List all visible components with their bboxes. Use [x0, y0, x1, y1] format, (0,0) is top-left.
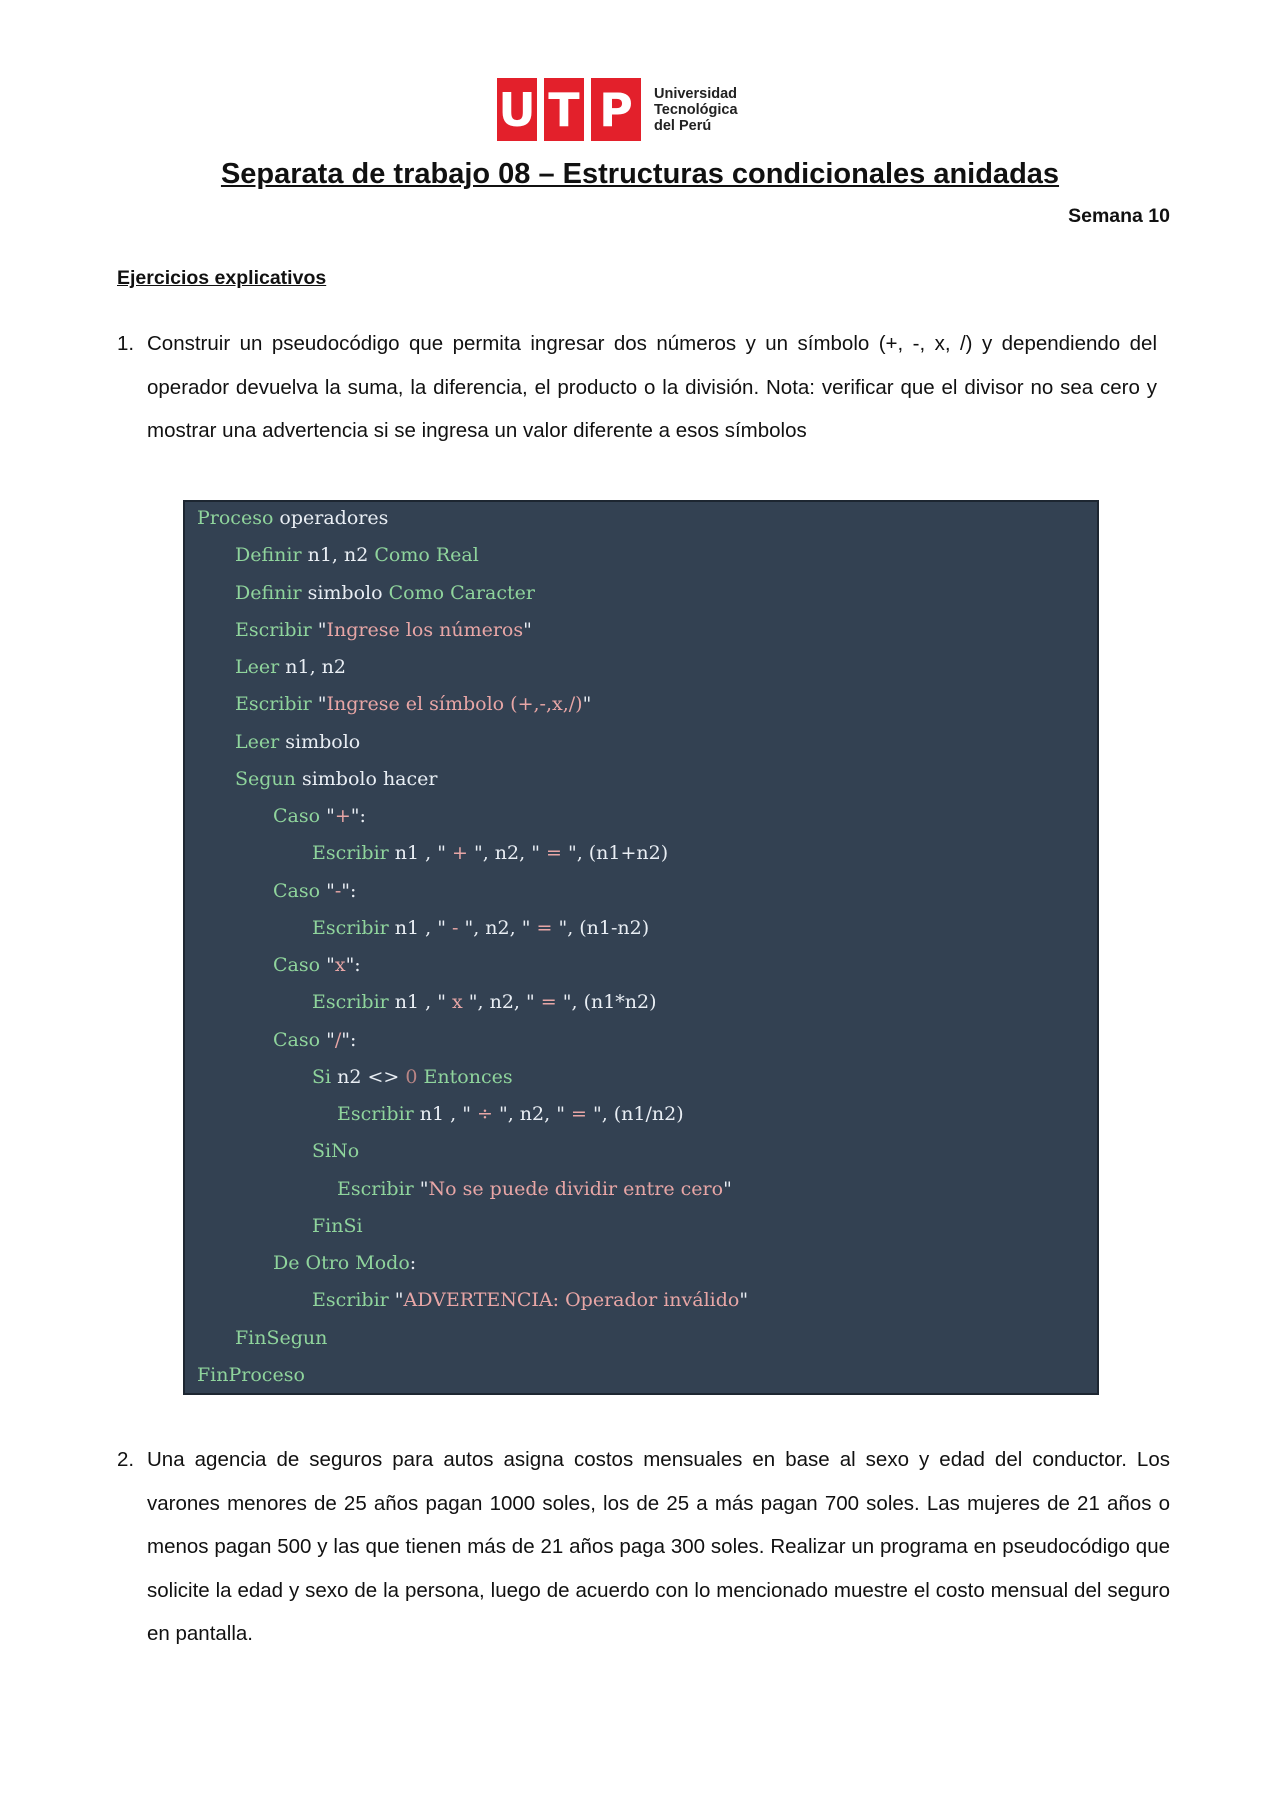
- code-keyword: Leer: [235, 656, 280, 678]
- code-string: x: [445, 991, 469, 1014]
- code-text: n1 , ": [413, 1103, 471, 1125]
- code-line: [273, 1024, 356, 1056]
- code-line: [235, 763, 437, 795]
- logo-line-1: Universidad: [654, 85, 737, 102]
- code-text: ", n2, ": [468, 991, 535, 1014]
- document-title: Separata de trabajo 08 – Estructuras condicionales anidadas: [220, 158, 1060, 190]
- code-keyword: De Otro Modo: [273, 1252, 410, 1274]
- code-line: [312, 1284, 748, 1316]
- code-text: n1 , ": [388, 842, 446, 865]
- code-text: ": [388, 1289, 404, 1312]
- code-text: ": [723, 1177, 732, 1200]
- code-string: Ingrese el símbolo (+,-,x,/): [326, 693, 583, 716]
- code-line: [273, 800, 366, 832]
- code-keyword: Caso: [273, 879, 321, 902]
- code-line: [235, 726, 360, 758]
- code-keyword: Escribir: [312, 916, 389, 939]
- logo-letter-u: U: [497, 78, 537, 141]
- code-text: operadores: [273, 507, 389, 529]
- code-line: [312, 1061, 513, 1093]
- code-line: [197, 1359, 305, 1391]
- code-string: +: [445, 842, 474, 865]
- code-keyword: Escribir: [235, 618, 312, 641]
- code-string: =: [539, 842, 568, 865]
- code-keyword: Definir: [235, 581, 302, 604]
- code-text: ":: [341, 1028, 357, 1051]
- code-line: [235, 651, 346, 683]
- code-text: n1 , ": [388, 991, 446, 1014]
- code-line: [312, 986, 657, 1018]
- code-line: [273, 875, 356, 907]
- code-line: [337, 1173, 732, 1205]
- code-keyword: Entonces: [423, 1065, 513, 1088]
- logo-text: [654, 86, 738, 134]
- code-keyword: FinProceso: [197, 1363, 305, 1386]
- code-keyword: Como Real: [374, 544, 479, 567]
- code-keyword: Segun: [235, 767, 296, 790]
- exercise-text: Construir un pseudocódigo que permita ingresar dos números y un símbolo (+, -, x, /) y dependiendo del operador devuelva la suma, la diferencia, el producto o la división. Nota: verificar que el divisor no sea cero y mostrar una advertencia si se ingresa un valor diferente a esos símbolos: [147, 332, 1157, 442]
- code-text: ":: [341, 879, 357, 902]
- code-line: [235, 577, 535, 609]
- code-keyword: Caso: [273, 1028, 321, 1051]
- code-text: n1, n2: [301, 544, 375, 567]
- code-text: 0: [405, 1065, 418, 1088]
- code-keyword: Escribir: [337, 1103, 414, 1125]
- code-text: ", n2, ": [473, 842, 540, 865]
- code-text: ": [739, 1289, 749, 1312]
- code-text: ": [320, 1028, 335, 1051]
- logo-letter-p: P: [591, 78, 641, 141]
- code-line: [235, 539, 479, 571]
- code-text: ", (n1/n2): [592, 1103, 684, 1125]
- code-text: simbolo: [279, 730, 361, 753]
- code-text: ": [320, 805, 335, 827]
- code-text: ": [582, 693, 592, 716]
- code-keyword: Escribir: [312, 1289, 389, 1312]
- exercise-1: [117, 322, 1157, 453]
- code-text: n1 , ": [388, 916, 446, 939]
- code-line: [273, 949, 361, 981]
- code-string: =: [530, 916, 559, 939]
- code-keyword: Como Caracter: [388, 581, 535, 604]
- code-keyword: Escribir: [337, 1177, 414, 1200]
- code-text: ", n2, ": [464, 916, 531, 939]
- code-keyword: Proceso: [197, 507, 274, 529]
- utp-logo: [497, 78, 738, 141]
- exercise-text: Una agencia de seguros para autos asigna costos mensuales en base al sexo y edad del conductor. Los varones menores de 25 años pagan 1000 soles, los de 25 a más pagan 700 soles. Las mujeres de 21 años o menos pagan 500 y las que tienen más de 21 años paga 300 soles. Realizar un programa en pseudocódigo que solicite la edad y sexo de la persona, luego de acuerdo con lo mencionado muestre el costo mensual del seguro en pantalla.: [147, 1448, 1170, 1645]
- section-heading: Ejercicios explicativos: [117, 267, 327, 289]
- code-string: =: [564, 1103, 593, 1125]
- code-line: [197, 502, 388, 534]
- code-text: ":: [345, 954, 361, 976]
- code-text: ": [523, 618, 532, 641]
- pseudocode-block: [183, 500, 1099, 1395]
- code-line: [235, 1322, 327, 1354]
- code-string: /: [334, 1028, 342, 1051]
- exercise-number: 2.: [117, 1448, 135, 1471]
- week-label: Semana 10: [1068, 205, 1170, 227]
- exercise-2: [117, 1438, 1170, 1656]
- code-line: [312, 912, 649, 944]
- code-string: -: [334, 879, 342, 902]
- code-text: simbolo hacer: [295, 767, 438, 790]
- code-keyword: FinSi: [312, 1214, 363, 1237]
- code-text: ", (n1-n2): [558, 916, 650, 939]
- code-string: x: [334, 954, 346, 976]
- code-line: [235, 614, 532, 646]
- logo-letter-t: T: [544, 78, 584, 141]
- code-line: [337, 1098, 684, 1130]
- code-string: ADVERTENCIA: Operador inválido: [403, 1289, 740, 1312]
- code-text: ":: [350, 805, 366, 827]
- code-line: [312, 1210, 363, 1242]
- code-line: [273, 1247, 416, 1279]
- code-keyword: SiNo: [312, 1140, 360, 1163]
- code-keyword: FinSegun: [235, 1326, 328, 1349]
- code-keyword: Caso: [273, 954, 321, 976]
- code-text: ", (n1+n2): [567, 842, 669, 865]
- code-text: ", n2, ": [498, 1103, 565, 1125]
- code-string: No se puede dividir entre cero: [428, 1177, 724, 1200]
- logo-line-3: del Perú: [654, 117, 712, 134]
- code-text: ": [413, 1177, 429, 1200]
- code-string: -: [445, 916, 465, 939]
- code-string: Ingrese los números: [326, 618, 524, 641]
- code-keyword: Caso: [273, 805, 321, 827]
- code-text: ": [320, 954, 335, 976]
- exercise-number: 1.: [117, 332, 135, 355]
- code-keyword: Definir: [235, 544, 302, 567]
- code-line: [312, 1135, 359, 1167]
- code-text: n1, n2: [279, 656, 346, 678]
- code-text: ": [311, 618, 327, 641]
- code-string: =: [534, 991, 563, 1014]
- code-line: [312, 837, 668, 869]
- code-keyword: Si: [312, 1065, 332, 1088]
- code-line: [235, 688, 591, 720]
- code-keyword: Escribir: [235, 693, 312, 716]
- code-text: n2 <>: [331, 1065, 406, 1088]
- code-text: ": [311, 693, 327, 716]
- code-text: simbolo: [301, 581, 389, 604]
- code-string: ÷: [470, 1103, 499, 1125]
- code-keyword: Escribir: [312, 842, 389, 865]
- code-keyword: Leer: [235, 730, 280, 753]
- code-text: :: [409, 1252, 417, 1274]
- logo-line-2: Tecnológica: [654, 101, 738, 118]
- code-string: +: [334, 805, 351, 827]
- code-text: ", (n1*n2): [562, 991, 657, 1014]
- code-keyword: Escribir: [312, 991, 389, 1014]
- code-text: ": [320, 879, 335, 902]
